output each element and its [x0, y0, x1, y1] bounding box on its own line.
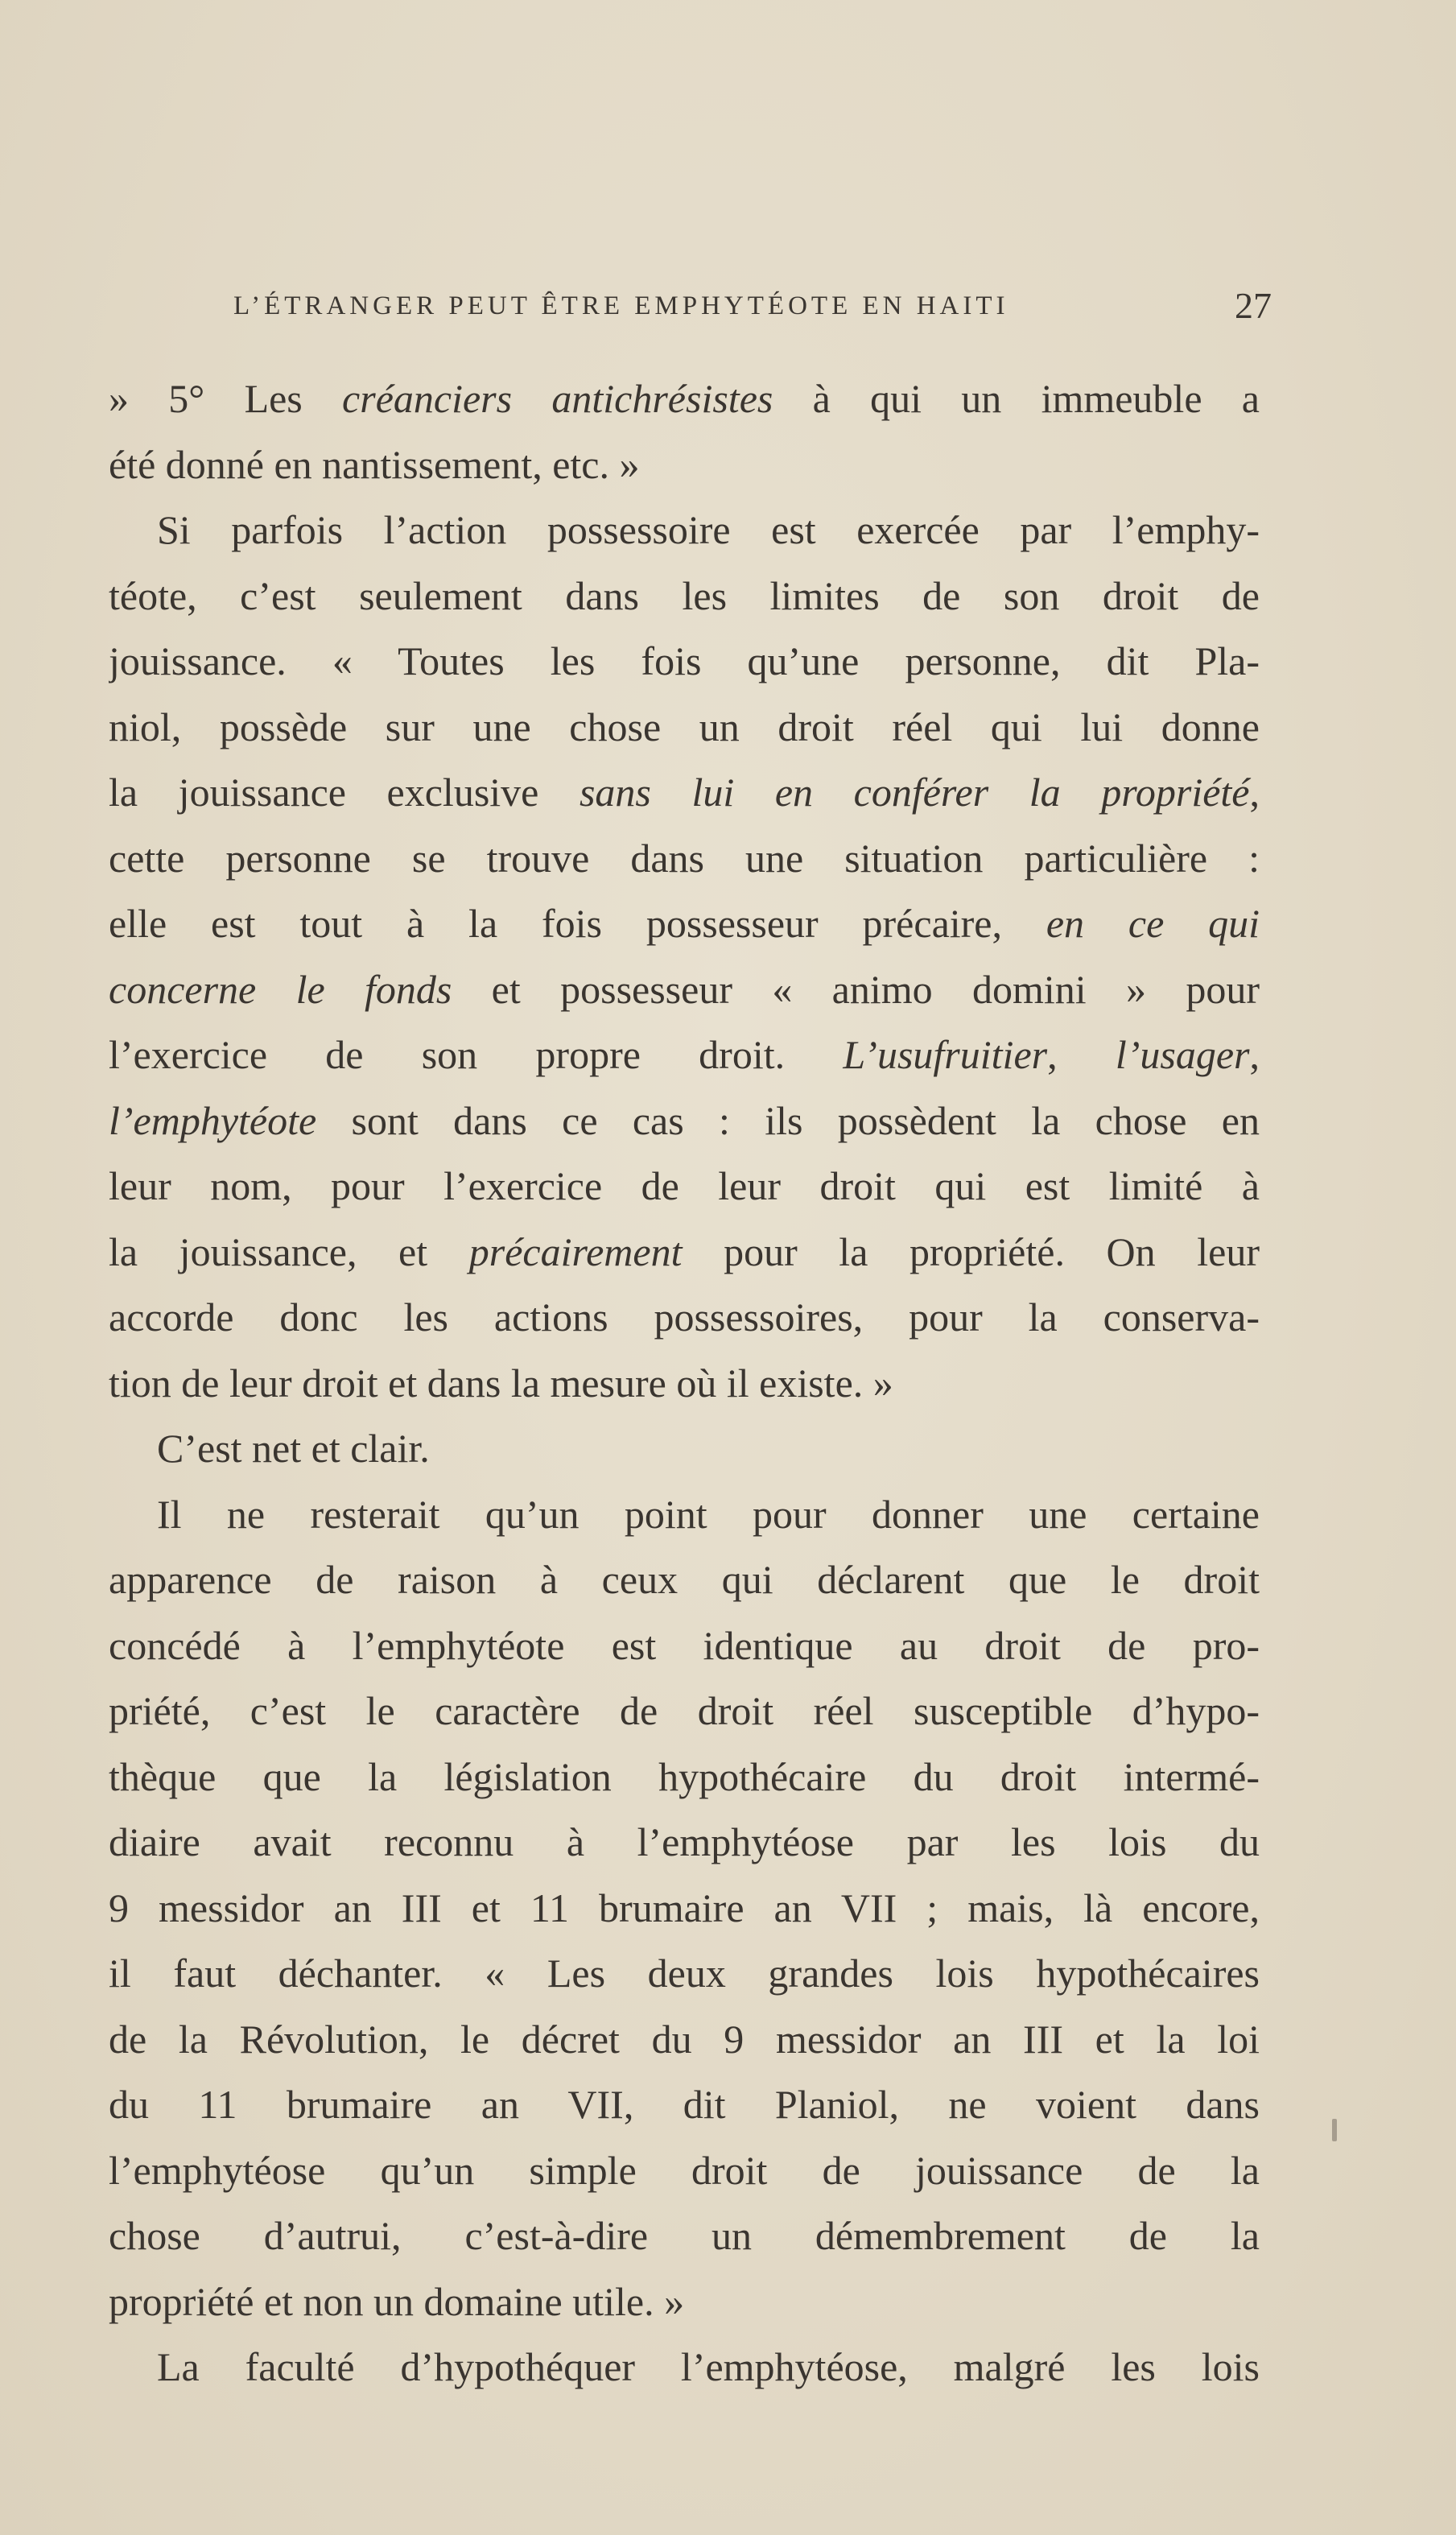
text-segment: niol, possède sur une chose un droit réel qui lui donne: [109, 704, 1260, 749]
italic-segment: précairement: [468, 1228, 683, 1274]
text-segment: leur nom, pour l’exercice de leur droit qui est limité à: [109, 1163, 1260, 1208]
italic-segment: créanciers antichrésistes: [342, 376, 773, 421]
text-segment: du 11 brumaire an VII, dit Planiol, ne voient dans: [109, 2082, 1260, 2127]
text-line: [109, 2007, 1260, 2073]
text-line: [109, 1022, 1260, 1088]
text-line: [109, 2203, 1260, 2269]
text-segment: diaire avait reconnu à l’emphytéose par les lois du: [109, 1819, 1260, 1864]
text-line: [109, 957, 1260, 1023]
text-line: [109, 1613, 1260, 1679]
text-line: [109, 1220, 1260, 1286]
text-line: [109, 1810, 1260, 1876]
text-line: [109, 1744, 1260, 1810]
margin-mark: [1332, 2119, 1337, 2141]
text-segment: à qui un immeuble a: [773, 376, 1260, 421]
text-segment: la jouissance exclusive: [109, 770, 580, 815]
text-line: [109, 2138, 1260, 2204]
text-line: [109, 891, 1260, 957]
text-segment: cette personne se trouve dans une situation particulière :: [109, 835, 1260, 881]
text-segment: accorde donc les actions possessoires, pour la conserva-: [109, 1294, 1260, 1340]
italic-segment: l’emphytéote: [109, 1097, 317, 1143]
text-segment: jouissance. « Toutes les fois qu’une personne, dit Pla-: [109, 638, 1260, 683]
text-line: [109, 432, 1260, 498]
text-segment: et possesseur « animo domini » pour: [452, 966, 1260, 1012]
text-line: [109, 498, 1260, 564]
text-segment: propriété et non un domaine utile. »: [109, 2278, 685, 2324]
text-segment: priété, c’est le caractère de droit réel susceptible d’hypo-: [109, 1688, 1260, 1733]
text-segment: ,: [1249, 770, 1260, 815]
text-segment: Si parfois l’action possessoire est exercée par l’emphy-: [157, 507, 1260, 552]
text-line: [109, 760, 1260, 826]
text-segment: thèque que la législation hypothécaire du droit intermé-: [109, 1753, 1260, 1799]
text-line: [109, 826, 1260, 892]
text-segment: la jouissance, et: [109, 1228, 469, 1274]
running-title: L’ÉTRANGER PEUT ÊTRE EMPHYTÉOTE EN HAITI: [233, 291, 1009, 320]
italic-segment: en ce qui: [1046, 901, 1260, 946]
text-line: [109, 1482, 1260, 1548]
italic-segment: L’usufruitier: [843, 1032, 1048, 1077]
text-line: [109, 366, 1260, 432]
text-segment: ,: [1249, 1032, 1260, 1077]
text-segment: l’exercice de son propre droit.: [109, 1032, 843, 1077]
text-line: [109, 629, 1260, 695]
text-segment: l’emphytéose qu’un simple droit de jouissance de la: [109, 2147, 1260, 2193]
text-line: [109, 1547, 1260, 1613]
text-segment: chose d’autrui, c’est-à-dire un démembrement de la: [109, 2213, 1260, 2258]
text-line: [109, 1154, 1260, 1220]
page-number: 27: [1235, 285, 1272, 326]
text-segment: 9 messidor an III et 11 brumaire an VII ; mais, là encore,: [109, 1885, 1260, 1930]
text-line: [109, 2269, 1260, 2335]
text-line: [109, 1941, 1260, 2007]
text-line: [109, 1351, 1260, 1417]
text-segment: téote, c’est seulement dans les limites de son droit de: [109, 572, 1260, 618]
running-head: [233, 282, 1272, 330]
text-line: [109, 2335, 1260, 2401]
text-segment: sont dans ce cas : ils possèdent la chose en: [316, 1097, 1260, 1143]
italic-segment: concerne le fonds: [109, 966, 452, 1012]
text-segment: C’est net et clair.: [157, 1426, 430, 1471]
text-segment: La faculté d’hypothéquer l’emphytéose, malgré les lois: [157, 2344, 1260, 2389]
text-line: [109, 1285, 1260, 1351]
text-line: [109, 2072, 1260, 2138]
text-line: [109, 1678, 1260, 1744]
text-segment: pour la propriété. On leur: [682, 1228, 1260, 1274]
body-text: [109, 366, 1260, 2401]
italic-segment: l’usager: [1115, 1032, 1250, 1077]
text-segment: elle est tout à la fois possesseur précaire,: [109, 901, 1046, 946]
text-segment: » 5° Les: [109, 376, 343, 421]
text-line: [109, 564, 1260, 630]
text-line: [109, 695, 1260, 761]
text-segment: de la Révolution, le décret du 9 messidor an III et la loi: [109, 2016, 1260, 2062]
text-segment: il faut déchanter. « Les deux grandes lois hypothécaires: [109, 1951, 1260, 1996]
text-segment: apparence de raison à ceux qui déclarent que le droit: [109, 1557, 1260, 1602]
text-line: [109, 1088, 1260, 1154]
text-segment: ,: [1047, 1032, 1116, 1077]
italic-segment: sans lui en conférer la propriété: [579, 770, 1250, 815]
text-line: [109, 1876, 1260, 1942]
text-segment: concédé à l’emphytéote est identique au droit de pro-: [109, 1622, 1260, 1668]
text-segment: Il ne resterait qu’un point pour donner une certaine: [157, 1491, 1260, 1537]
text-segment: été donné en nantissement, etc. »: [109, 441, 640, 487]
text-segment: tion de leur droit et dans la mesure où il existe. »: [109, 1360, 893, 1406]
text-line: [109, 1416, 1260, 1482]
